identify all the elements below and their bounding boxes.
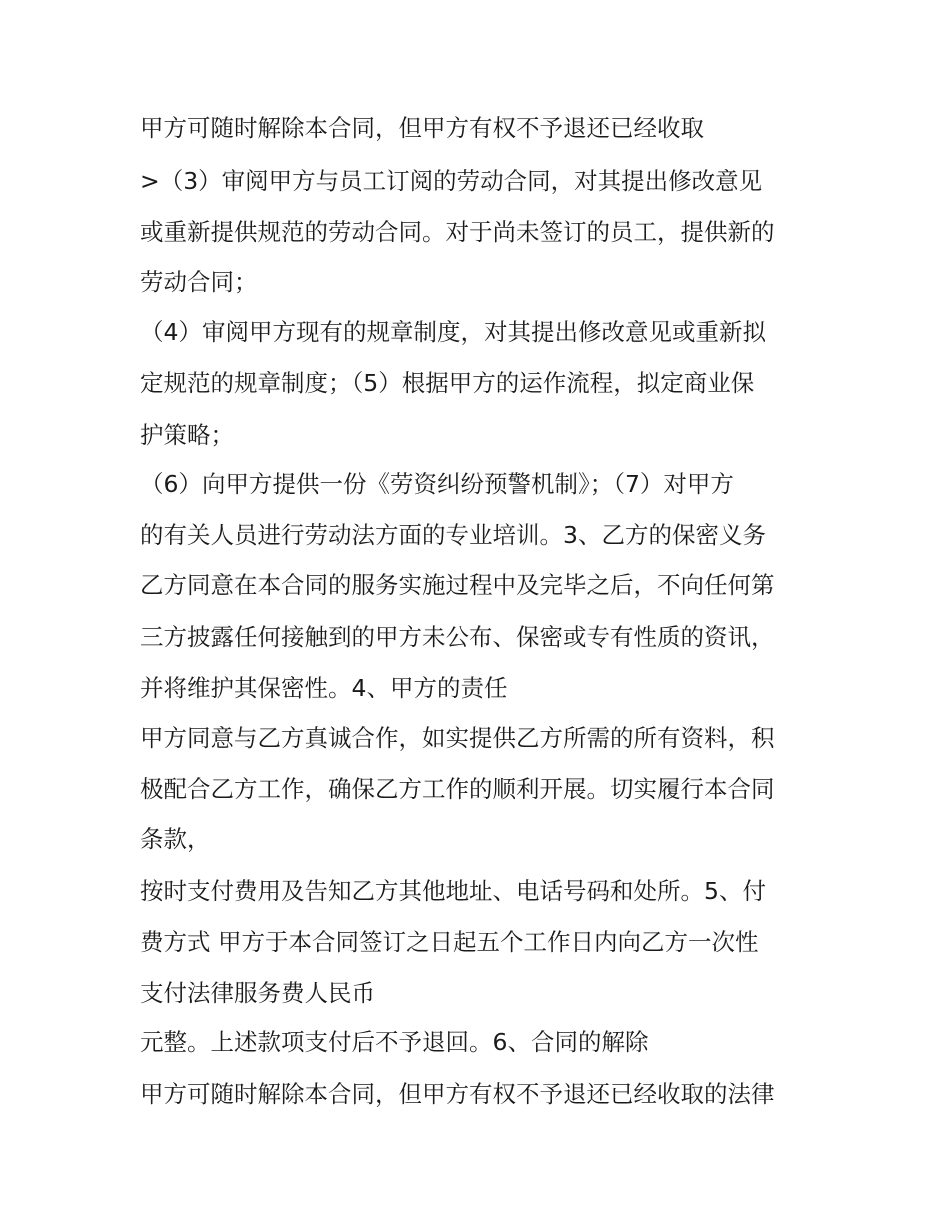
text-line: （4）审阅甲方现有的规章制度，对其提出修改意见或重新拟 bbox=[140, 318, 766, 346]
text-line: 支付法律服务费人民币 bbox=[140, 979, 375, 1007]
text-line: >（3）审阅甲方与员工订阅的劳动合同，对其提出修改意见 bbox=[140, 167, 763, 195]
text-line: 乙方同意在本合同的服务实施过程中及完毕之后，不向任何第 bbox=[140, 571, 775, 599]
text-line: 劳动合同； bbox=[140, 268, 258, 296]
text-line: 并将维护其保密性。4、甲方的责任 bbox=[140, 674, 508, 702]
text-line: 甲方可随时解除本合同，但甲方有权不予退还已经收取 bbox=[140, 114, 704, 142]
text-line: （6）向甲方提供一份《劳资纠纷预警机制》；（7）对甲方 bbox=[140, 470, 734, 498]
text-line: 甲方可随时解除本合同，但甲方有权不予退还已经收取的法律 bbox=[140, 1080, 775, 1108]
text-line: 三方披露任何接触到的甲方未公布、保密或专有性质的资讯， bbox=[140, 623, 775, 651]
text-line: 护策略； bbox=[140, 421, 234, 449]
text-line: 定规范的规章制度；（5）根据甲方的运作流程，拟定商业保 bbox=[140, 369, 755, 397]
text-line: 或重新提供规范的劳动合同。对于尚未签订的员工，提供新的 bbox=[140, 218, 775, 246]
text-line: 甲方同意与乙方真诚合作，如实提供乙方所需的所有资料，积 bbox=[140, 724, 775, 752]
text-line: 条款， bbox=[140, 825, 211, 853]
text-line: 费方式 甲方于本合同签订之日起五个工作日内向乙方一次性 bbox=[140, 928, 759, 956]
text-line: 元整。上述款项支付后不予退回。6、合同的解除 bbox=[140, 1028, 649, 1056]
text-line: 按时支付费用及告知乙方其他地址、电话号码和处所。5、付 bbox=[140, 877, 766, 905]
text-line: 的有关人员进行劳动法方面的专业培训。3、乙方的保密义务 bbox=[140, 521, 766, 549]
text-line: 极配合乙方工作，确保乙方工作的顺利开展。切实履行本合同 bbox=[140, 775, 775, 803]
